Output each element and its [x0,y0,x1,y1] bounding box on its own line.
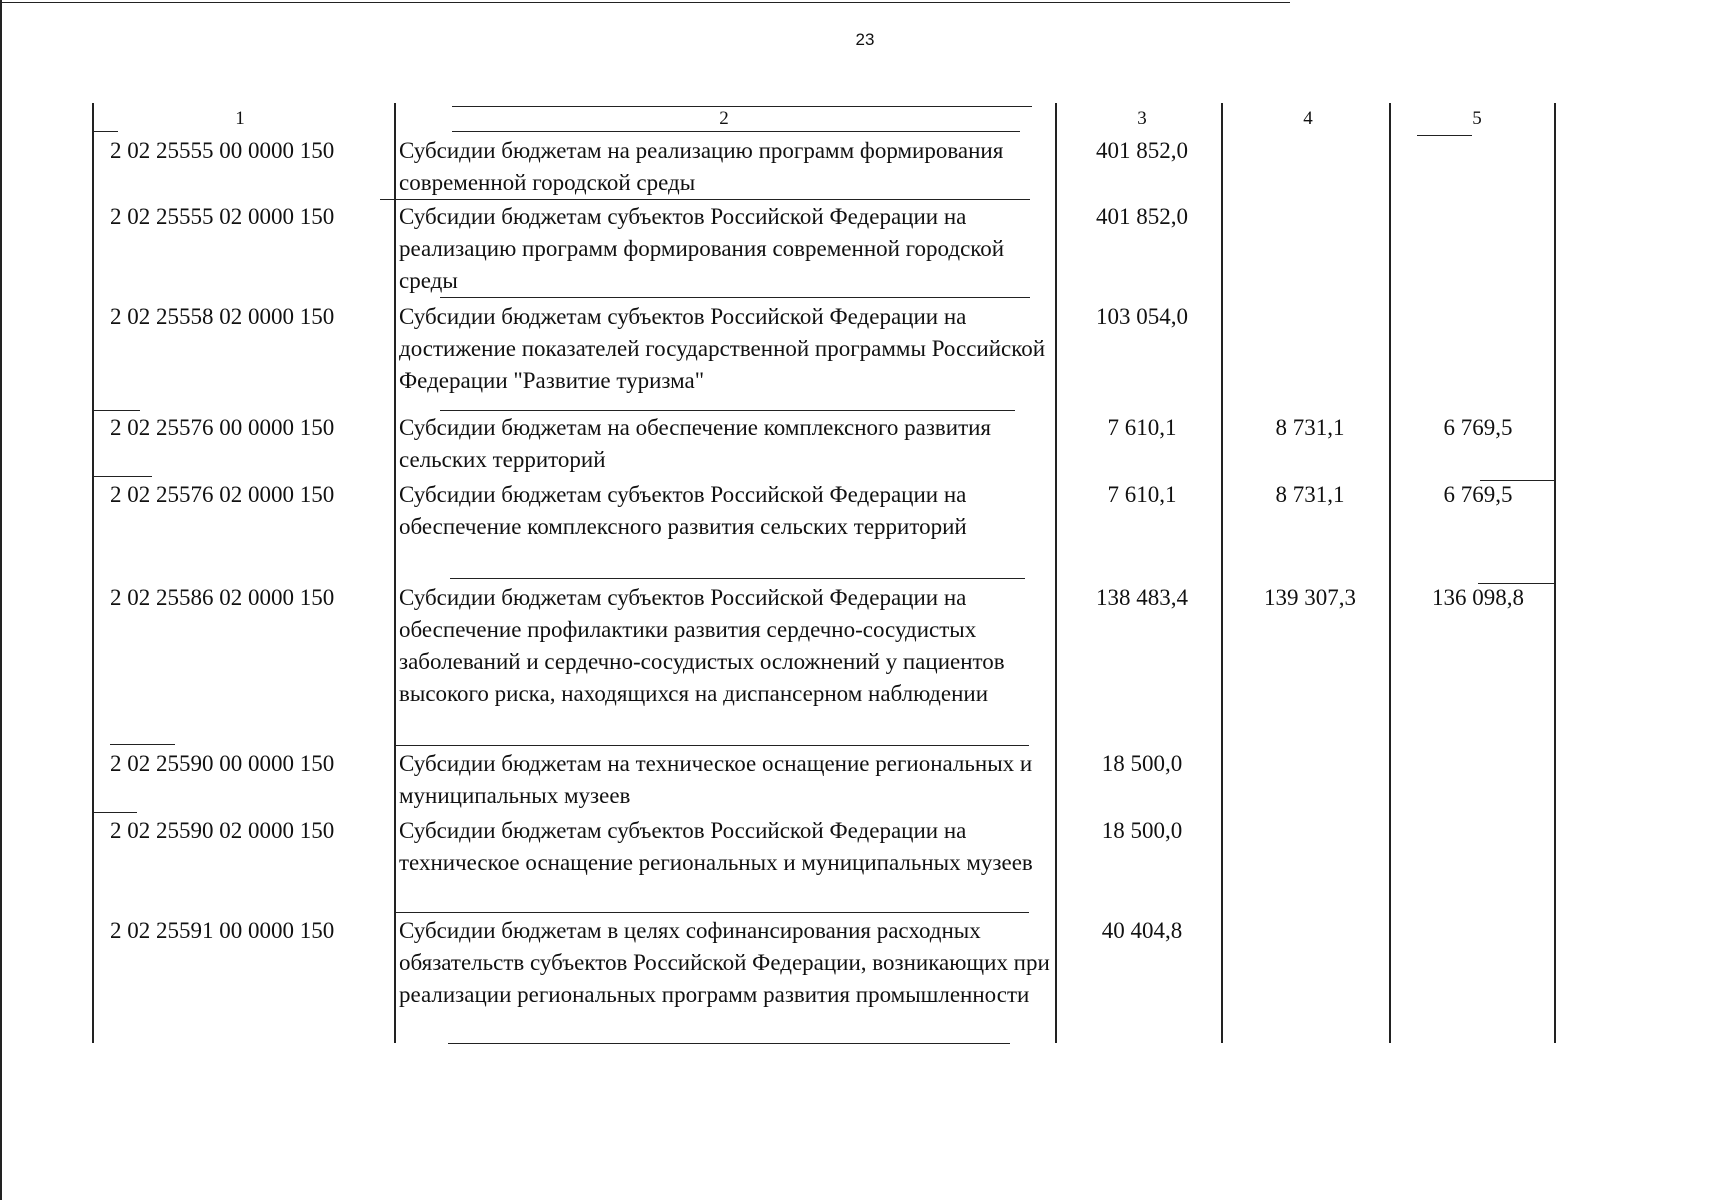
column-header-5: 5 [1472,108,1482,129]
value-col-3: 401 852,0 [1096,138,1188,163]
header-rule [452,131,1020,132]
row-separator [380,199,1030,200]
row-separator [394,912,1029,913]
value-col-3: 18 500,0 [1101,751,1183,776]
budget-item-name: Субсидии бюджетам на техническое оснащение региональных и муниципальных музеев [399,751,1033,808]
budget-code: 2 02 25590 00 0000 150 [110,751,335,776]
column-header-1: 1 [235,108,245,129]
header-rule [92,131,118,132]
column-divider-4-5 [1389,103,1391,1043]
row-separator [110,744,175,745]
budget-item-name: Субсидии бюджетам на реализацию программ формирования современной городской среды [399,138,1004,195]
value-col-5: 136 098,8 [1432,585,1524,610]
bottom-rule [448,1043,1010,1044]
value-col-3: 40 404,8 [1101,918,1183,943]
row-separator [394,745,1029,746]
column-border-left [92,103,94,1043]
budget-code: 2 02 25555 02 0000 150 [110,204,335,229]
row-separator [92,410,140,411]
column-header-4: 4 [1303,108,1313,129]
column-border-right [1554,103,1556,1043]
budget-code: 2 02 25576 02 0000 150 [110,482,335,507]
column-divider-1-2 [394,103,396,1043]
row-separator [450,578,1025,579]
budget-item-name: Субсидии бюджетам субъектов Российской Федерации на обеспечение профилактики развития сердечно-сосудистых заболеваний и сердечно-сосудистых осложнений у пациентов высокого риска, находящихся на диспансерном наблюдении [399,585,1005,706]
row-separator [92,812,137,813]
column-header-2: 2 [719,108,729,129]
value-col-4: 139 307,3 [1264,585,1356,610]
header-rule [1417,135,1472,136]
budget-item-name: Субсидии бюджетам на обеспечение комплексного развития сельских территорий [399,415,992,472]
value-col-4: 8 731,1 [1275,482,1345,507]
page-edge [0,0,2,1200]
budget-item-name: Субсидии бюджетам субъектов Российской Федерации на реализацию программ формирования современной городской среды [399,204,1005,293]
budget-code: 2 02 25591 00 0000 150 [110,918,335,943]
budget-code: 2 02 25555 00 0000 150 [110,138,335,163]
top-rule [0,2,1290,3]
row-separator [440,297,1030,298]
budget-item-name: Субсидии бюджетам в целях софинансирования расходных обязательств субъектов Российской Федерации, возникающих при реализации региональных программ развития промышленности [399,918,1050,1007]
value-col-5: 6 769,5 [1443,415,1513,440]
row-separator [92,476,152,477]
value-col-4: 8 731,1 [1275,415,1345,440]
column-header-3: 3 [1137,108,1147,129]
value-col-5: 6 769,5 [1443,482,1513,507]
budget-code: 2 02 25576 00 0000 150 [110,415,335,440]
budget-item-name: Субсидии бюджетам субъектов Российской Федерации на достижение показателей государственной программы Российской Федерации "Развитие туризма" [399,304,1046,393]
value-col-3: 7 610,1 [1107,482,1177,507]
value-col-3: 401 852,0 [1096,204,1188,229]
value-col-3: 7 610,1 [1107,415,1177,440]
budget-item-name: Субсидии бюджетам субъектов Российской Федерации на техническое оснащение региональных и муниципальных музеев [399,818,1033,875]
column-divider-3-4 [1221,103,1223,1043]
header-rule [452,106,1032,107]
budget-code: 2 02 25586 02 0000 150 [110,585,335,610]
value-col-3: 18 500,0 [1101,818,1183,843]
row-separator [440,410,1015,411]
value-col-3: 103 054,0 [1096,304,1188,329]
page-number: 23 [855,30,875,49]
budget-code: 2 02 25558 02 0000 150 [110,304,335,329]
value-col-3: 138 483,4 [1096,585,1188,610]
budget-code: 2 02 25590 02 0000 150 [110,818,335,843]
budget-item-name: Субсидии бюджетам субъектов Российской Федерации на обеспечение комплексного развития сельских территорий [399,482,967,539]
